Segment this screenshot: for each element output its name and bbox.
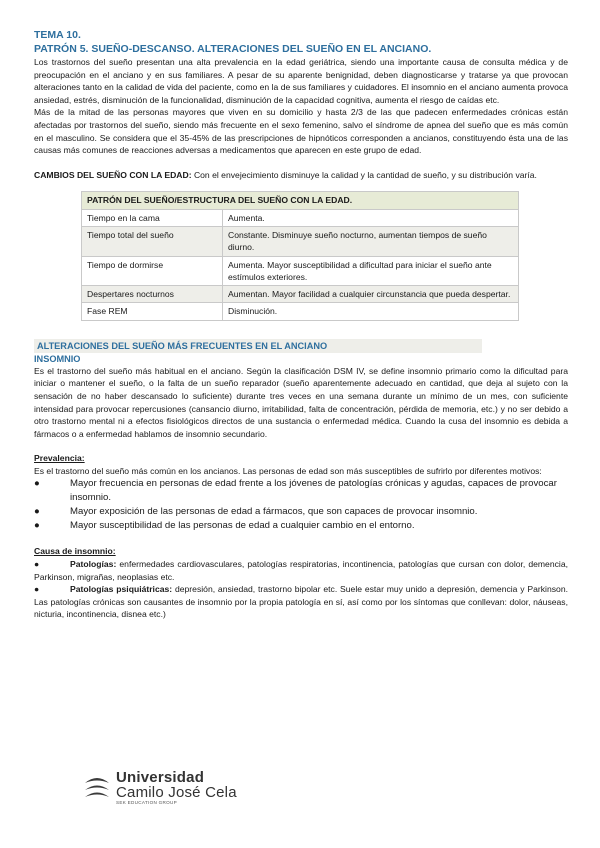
cambios-paragraph [34, 169, 568, 182]
cambios-label: CAMBIOS DEL SUEÑO CON LA EDAD: [34, 169, 192, 180]
table-cell-label: Fase REM [82, 303, 223, 320]
bullet-icon: ● [34, 506, 40, 518]
causa-item-bold: Patologías psiquiátricas: [70, 584, 173, 595]
bullet-icon: ● [34, 584, 40, 595]
table-cell-value: Constante. Disminuye sueño nocturno, aumentan tiempos de sueño diurno. [223, 226, 519, 256]
table-cell-label: Tiempo de dormirse [82, 256, 223, 286]
table-header-row [82, 192, 519, 209]
alteraciones-header: ALTERACIONES DEL SUEÑO MÁS FRECUENTES EN EL ANCIANO [34, 339, 482, 353]
logo-line-3: SEK EDUCATION GROUP [116, 800, 178, 805]
prevalencia-label: Prevalencia: [34, 453, 85, 464]
list-item-text: Mayor frecuencia en personas de edad frente a los jóvenes de patologías crónicas y agudas, capaces de provocar insomnio. [70, 478, 557, 504]
university-logo-icon [82, 773, 112, 803]
table-cell-value: Aumenta. [223, 209, 519, 226]
table-row [82, 303, 519, 320]
logo-line-1: Universidad [116, 769, 205, 786]
tema-title: TEMA 10. [34, 29, 81, 41]
bullet-icon: ● [34, 520, 40, 532]
table-cell-value: Aumentan. Mayor facilidad a cualquier circunstancia que pueda despertar. [223, 286, 519, 303]
logo-line-2: Camilo José Cela [116, 784, 237, 801]
document-page [34, 28, 568, 621]
sleep-pattern-table [81, 191, 519, 320]
insomnio-paragraph: Es el trastorno del sueño más habitual en el anciano. Según la clasificación DSM IV, se define insomnio primario como la dificultad para iniciar o mantener el sueño, o la falta de un sueño reparador (sueño aparentemente adecuado en cantidad, que deja al sujeto con la sensación de no haber descansado lo suficiente) durante tres veces en una semana durante un mínimo de un mes, con suficiente intensidad para provocar repercusiones (cansancio diurno, irritabilidad, falta de concentración, pérdida de memoria, etc.) y no ser debido a otro trastorno mental ni a efectos fisiológicos directos de una sustancia o enfermedad médica. Cuando la cusa del insomnio es debida a fármacos o a enfermedad hablamos de insomnio secundario. [34, 365, 568, 439]
bullet-icon: ● [34, 478, 40, 490]
table-cell-label: Tiempo total del sueño [82, 226, 223, 256]
table-header: PATRÓN DEL SUEÑO/ESTRUCTURA DEL SUEÑO CON LA EDAD. [82, 192, 519, 209]
list-item [34, 477, 568, 505]
causa-label: Causa de insomnio: [34, 546, 116, 557]
prevalencia-paragraph: Es el trastorno del sueño más común en los ancianos. Las personas de edad son más susceptibles de sufrirlo por diferentes motivos: [34, 465, 542, 476]
insomnio-subheader: INSOMNIO [34, 353, 81, 364]
intro-paragraph-2: Más de la mitad de las personas mayores que viven en su domicilio y hasta 2/3 de las que padecen enfermedades crónicas están afectadas por trastornos del sueño, siendo más frecuente en el sexo femenino, salvo el síndrome de apnea del sueño que es más común en el masculino. Se considera que el 35-45% de las prescripciones de hipnóticos corresponden a ancianos, constituyendo ésta una de las causas más comunes de reacciones adversas a medicamentos que aparecen en este grupo de edad. [34, 107, 568, 156]
list-item [34, 519, 568, 533]
list-item [34, 583, 568, 621]
intro-paragraph-1: Los trastornos del sueño presentan una alta prevalencia en la edad geriátrica, siendo una importante causa de consulta médica y de preocupación en el anciano y en sus familiares. A pesar de su aparente benignidad, deben diagnosticarse y tratarse ya que provocan alteraciones tanto en la calidad de vida del paciente, como en la de sus familiares y cuidadores. El insomnio en el anciano aumenta provoca ansiedad, estrés, disminución de la funcionalidad, disminución de la capacidad cognitiva, aumenta el riesgo de caídas etc. [34, 57, 568, 105]
causa-item-text: depresión, ansiedad, trastorno bipolar etc. Suele estar muy unido a depresión, demencia y Parkinson. Las patologías crónicas son causantes de insomnio por la propia patología en sí, así como por los síntomas que conllevan: dolor, náuseas, nicturia, incontinencia, disnea etc.) [34, 584, 568, 620]
list-item-text: Mayor susceptibilidad de las personas de edad a cualquier cambio en el entorno. [70, 520, 415, 532]
table-row [82, 209, 519, 226]
list-item-text: Mayor exposición de las personas de edad a fármacos, que son capaces de provocar insomnio. [70, 506, 478, 518]
bullet-icon: ● [34, 559, 40, 570]
table-cell-label: Tiempo en la cama [82, 209, 223, 226]
table-row [82, 286, 519, 303]
table-cell-label: Despertares nocturnos [82, 286, 223, 303]
cambios-text: Con el envejecimiento disminuye la calidad y la cantidad de sueño, y su distribución varía. [191, 169, 537, 180]
table-row [82, 256, 519, 286]
table-row [82, 226, 519, 256]
list-item [34, 558, 568, 583]
patron-title: PATRÓN 5. SUEÑO-DESCANSO. ALTERACIONES DEL SUEÑO EN EL ANCIANO. [34, 43, 432, 55]
university-logo [82, 770, 237, 806]
causa-item-bold: Patologías: [70, 559, 117, 570]
causa-item-text: enfermedades cardiovasculares, patologías respiratorias, incontinencia, patologías que cursan con dolor, demencia, Parkinson, migrañas, neoplasias etc. [34, 559, 568, 582]
table-cell-value: Aumenta. Mayor susceptibilidad a dificultad para iniciar el sueño ante estímulos exteriores. [223, 256, 519, 286]
list-item [34, 505, 568, 519]
table-cell-value: Disminución. [223, 303, 519, 320]
